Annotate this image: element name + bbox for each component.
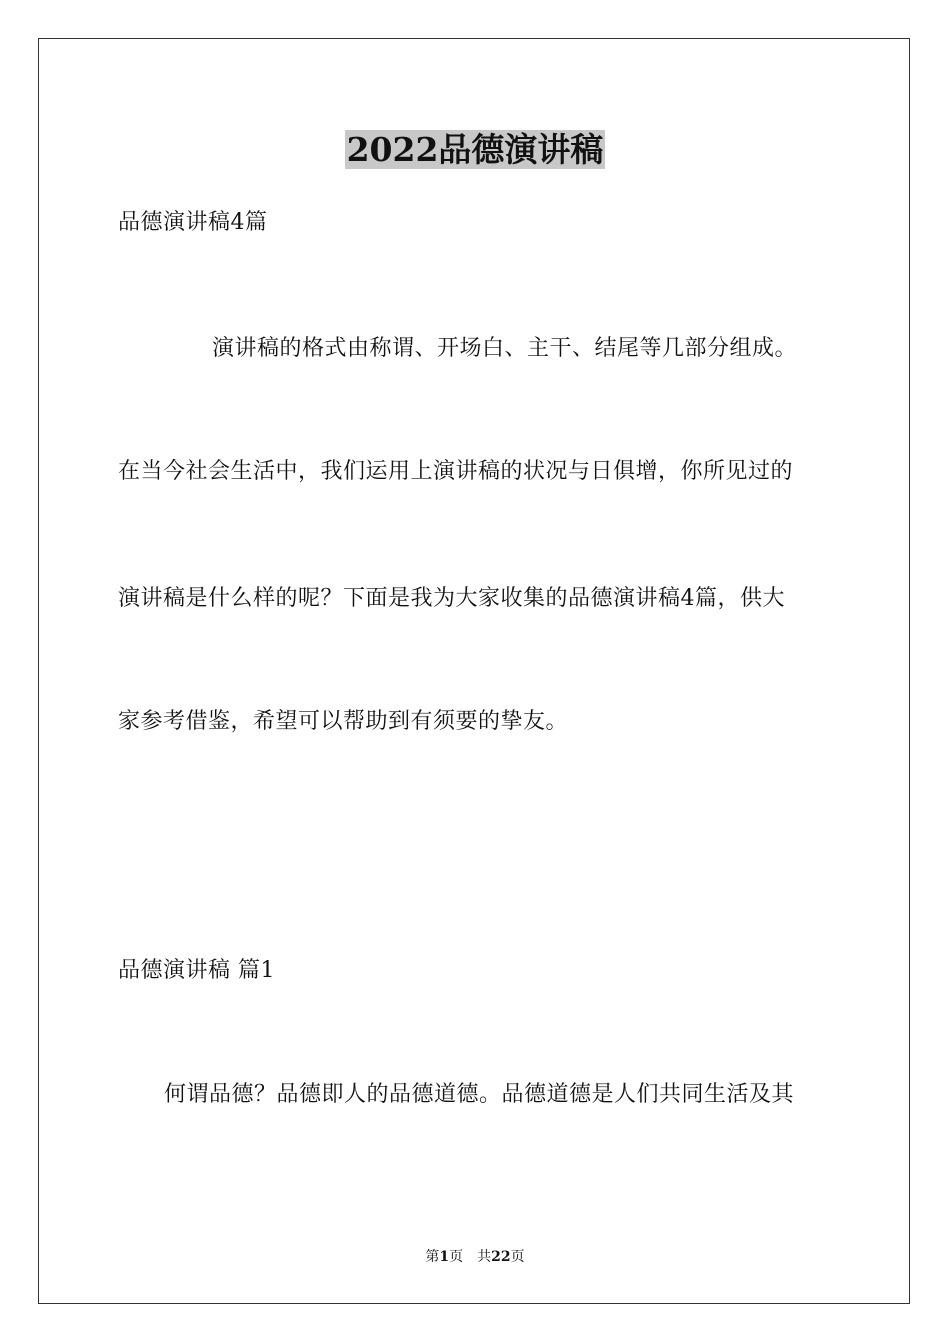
section-paragraph-line: 何谓品德？品德即人的品德道德。品德道德是人们共同生活及其 <box>164 1082 795 1107</box>
footer-total-prefix: 共 <box>477 1249 492 1265</box>
footer-total-suffix: 页 <box>510 1249 525 1265</box>
document-subtitle: 品德演讲稿4篇 <box>118 210 268 235</box>
footer-page-suffix: 页 <box>449 1249 464 1265</box>
page-footer <box>0 1248 950 1266</box>
footer-page-current: 1 <box>439 1249 450 1265</box>
footer-page-prefix: 第 <box>425 1249 440 1265</box>
intro-paragraph-line: 演讲稿是什么样的呢？下面是我为大家收集的品德演讲稿4篇，供大 <box>118 586 785 611</box>
document-title <box>0 128 950 172</box>
intro-paragraph-line: 演讲稿的格式由称谓、开场白、主干、结尾等几部分组成。 <box>212 336 798 361</box>
document-title-text: 2022品德演讲稿 <box>346 130 604 169</box>
intro-paragraph-line: 在当今社会生活中，我们运用上演讲稿的状况与日俱增，你所见过的 <box>118 459 794 484</box>
section-heading: 品德演讲稿 篇1 <box>118 958 275 983</box>
footer-page-total: 22 <box>491 1249 511 1265</box>
intro-paragraph-line: 家参考借鉴，希望可以帮助到有须要的挚友。 <box>118 709 569 734</box>
